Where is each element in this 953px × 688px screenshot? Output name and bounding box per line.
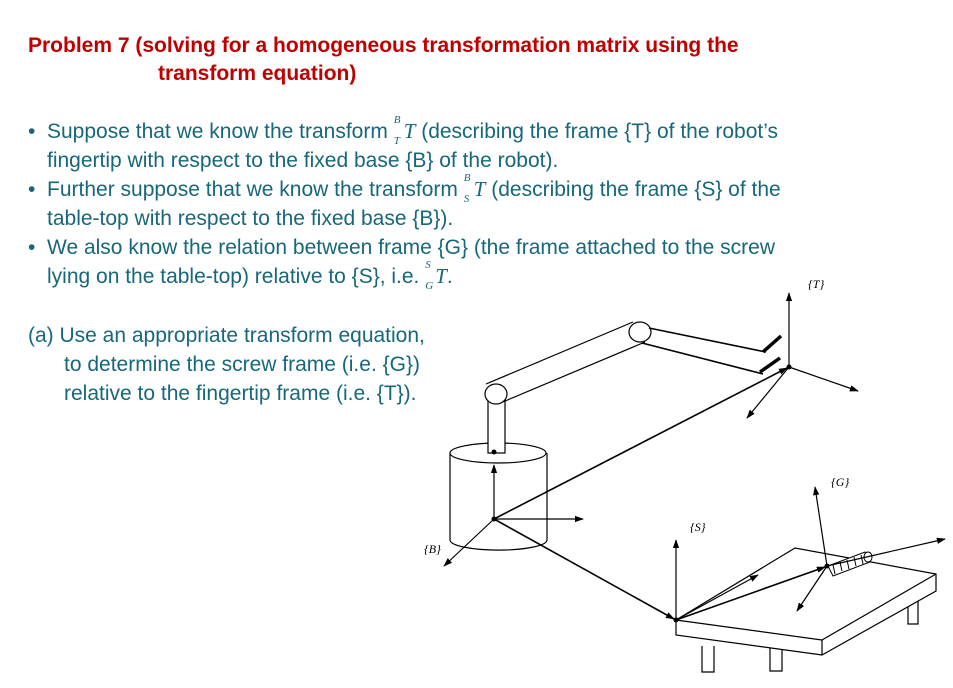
bullet-text: (describing the frame {T} of the robot’s <box>415 120 779 143</box>
joint-dot <box>492 450 497 455</box>
bullet-text: Suppose that we know the transform <box>47 120 394 143</box>
math-transform-B-T: B T T <box>393 114 416 147</box>
math-transform-B-S: B S T <box>463 172 486 205</box>
bullet-text: . <box>446 265 453 288</box>
frame-T-axes <box>747 293 858 418</box>
frame-label-T: {T} <box>808 277 825 291</box>
bullet-text: We also know the relation between frame {G} (the frame attached to the screw <box>47 236 775 259</box>
math-transform-S-G: S G T <box>425 259 447 292</box>
frame-label-S: {S} <box>690 520 706 534</box>
robot-column <box>488 398 505 453</box>
part-a-line-3: relative to the fingertip frame (i.e. {T}). <box>64 382 417 405</box>
bullet-text: lying on the table-top) relative to {S}, i.e. <box>47 265 426 288</box>
bullet-text: Further suppose that we know the transform <box>47 178 464 201</box>
frame-label-G: {G} <box>831 475 850 489</box>
title-line-2: transform equation) <box>158 62 357 85</box>
robot-base <box>450 443 547 550</box>
robot-forearm <box>642 328 781 374</box>
bullet-text: table-top with respect to the fixed base {B}). <box>47 207 454 230</box>
part-a-line-1: (a) Use an appropriate transform equation, <box>28 324 425 347</box>
part-a-line-2: to determine the screw frame (i.e. {G}) <box>64 353 420 376</box>
table <box>676 548 936 672</box>
bullet-text: fingertip with respect to the fixed base {B} of the robot). <box>47 149 559 172</box>
frame-label-B: {B} <box>424 542 441 556</box>
bullet-text: (describing the frame {S} of the <box>485 178 781 201</box>
robot-upper-arm <box>485 322 651 404</box>
title-line-1: Problem 7 (solving for a homogeneous transformation matrix using the <box>28 34 739 57</box>
